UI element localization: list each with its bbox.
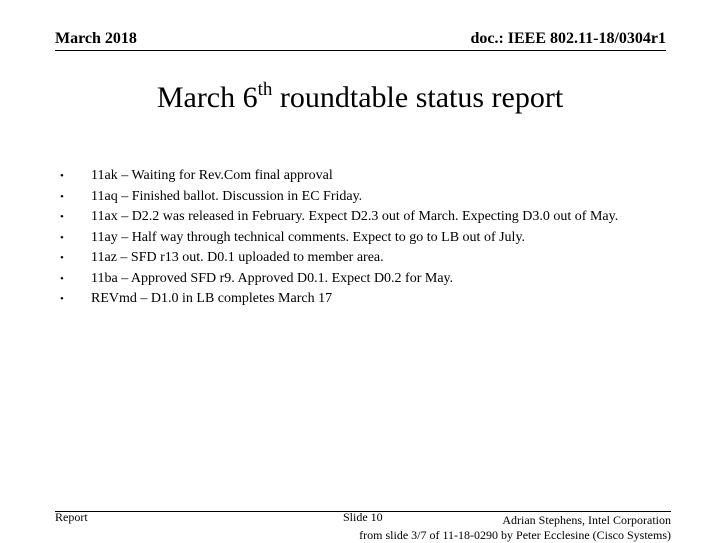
slide-number: Slide 10 xyxy=(343,510,383,524)
bullet-item xyxy=(56,228,666,249)
bullet-text: 11ba – Approved SFD r9. Approved D0.1. Expect D0.2 for May. xyxy=(91,270,454,286)
bullet-text: 11ak – Waiting for Rev.Com final approval xyxy=(91,168,333,183)
bullet-text: 11az – SFD r13 out. D0.1 uploaded to member area. xyxy=(91,250,384,265)
header-doc-id: doc.: IEEE 802.11-18/0304r1 xyxy=(470,30,666,47)
footer-label: Report xyxy=(55,510,88,524)
bullet-item xyxy=(56,269,666,290)
bullet-dot: • xyxy=(60,231,64,244)
bullet-item xyxy=(56,207,666,228)
bullet-dot: • xyxy=(60,170,64,182)
bullet-item xyxy=(56,289,666,310)
bullet-text: 11ax – D2.2 was released in February. Expect D2.3 out of March. Expecting D3.0 out of May. xyxy=(91,209,619,224)
title-suffix: roundtable status report xyxy=(272,81,564,114)
footer-source: from slide 3/7 of 11-18-0290 by Peter Ecclesine (Cisco Systems) xyxy=(359,528,671,542)
bullet-item xyxy=(56,248,666,269)
title-superscript: th xyxy=(257,79,273,100)
bullet-list xyxy=(56,166,666,310)
header-date: March 2018 xyxy=(55,30,137,47)
slide-title xyxy=(0,78,720,118)
bullet-text: 11aq – Finished ballot. Discussion in EC Friday. xyxy=(91,188,363,204)
title-prefix: March 6 xyxy=(156,81,258,114)
bullet-dot: • xyxy=(60,252,64,264)
bullet-text: REVmd – D1.0 in LB completes March 17 xyxy=(91,291,333,306)
header-divider xyxy=(55,50,666,51)
bullet-dot: • xyxy=(60,272,64,285)
bullet-item xyxy=(56,187,666,208)
bullet-item xyxy=(56,166,666,187)
bullet-dot: • xyxy=(60,211,64,223)
bullet-text: 11ay – Half way through technical comments. Expect to go to LB out of July. xyxy=(91,229,526,245)
footer-author: Adrian Stephens, Intel Corporation xyxy=(502,513,671,527)
bullet-dot: • xyxy=(60,293,64,305)
bullet-dot: • xyxy=(60,190,64,203)
